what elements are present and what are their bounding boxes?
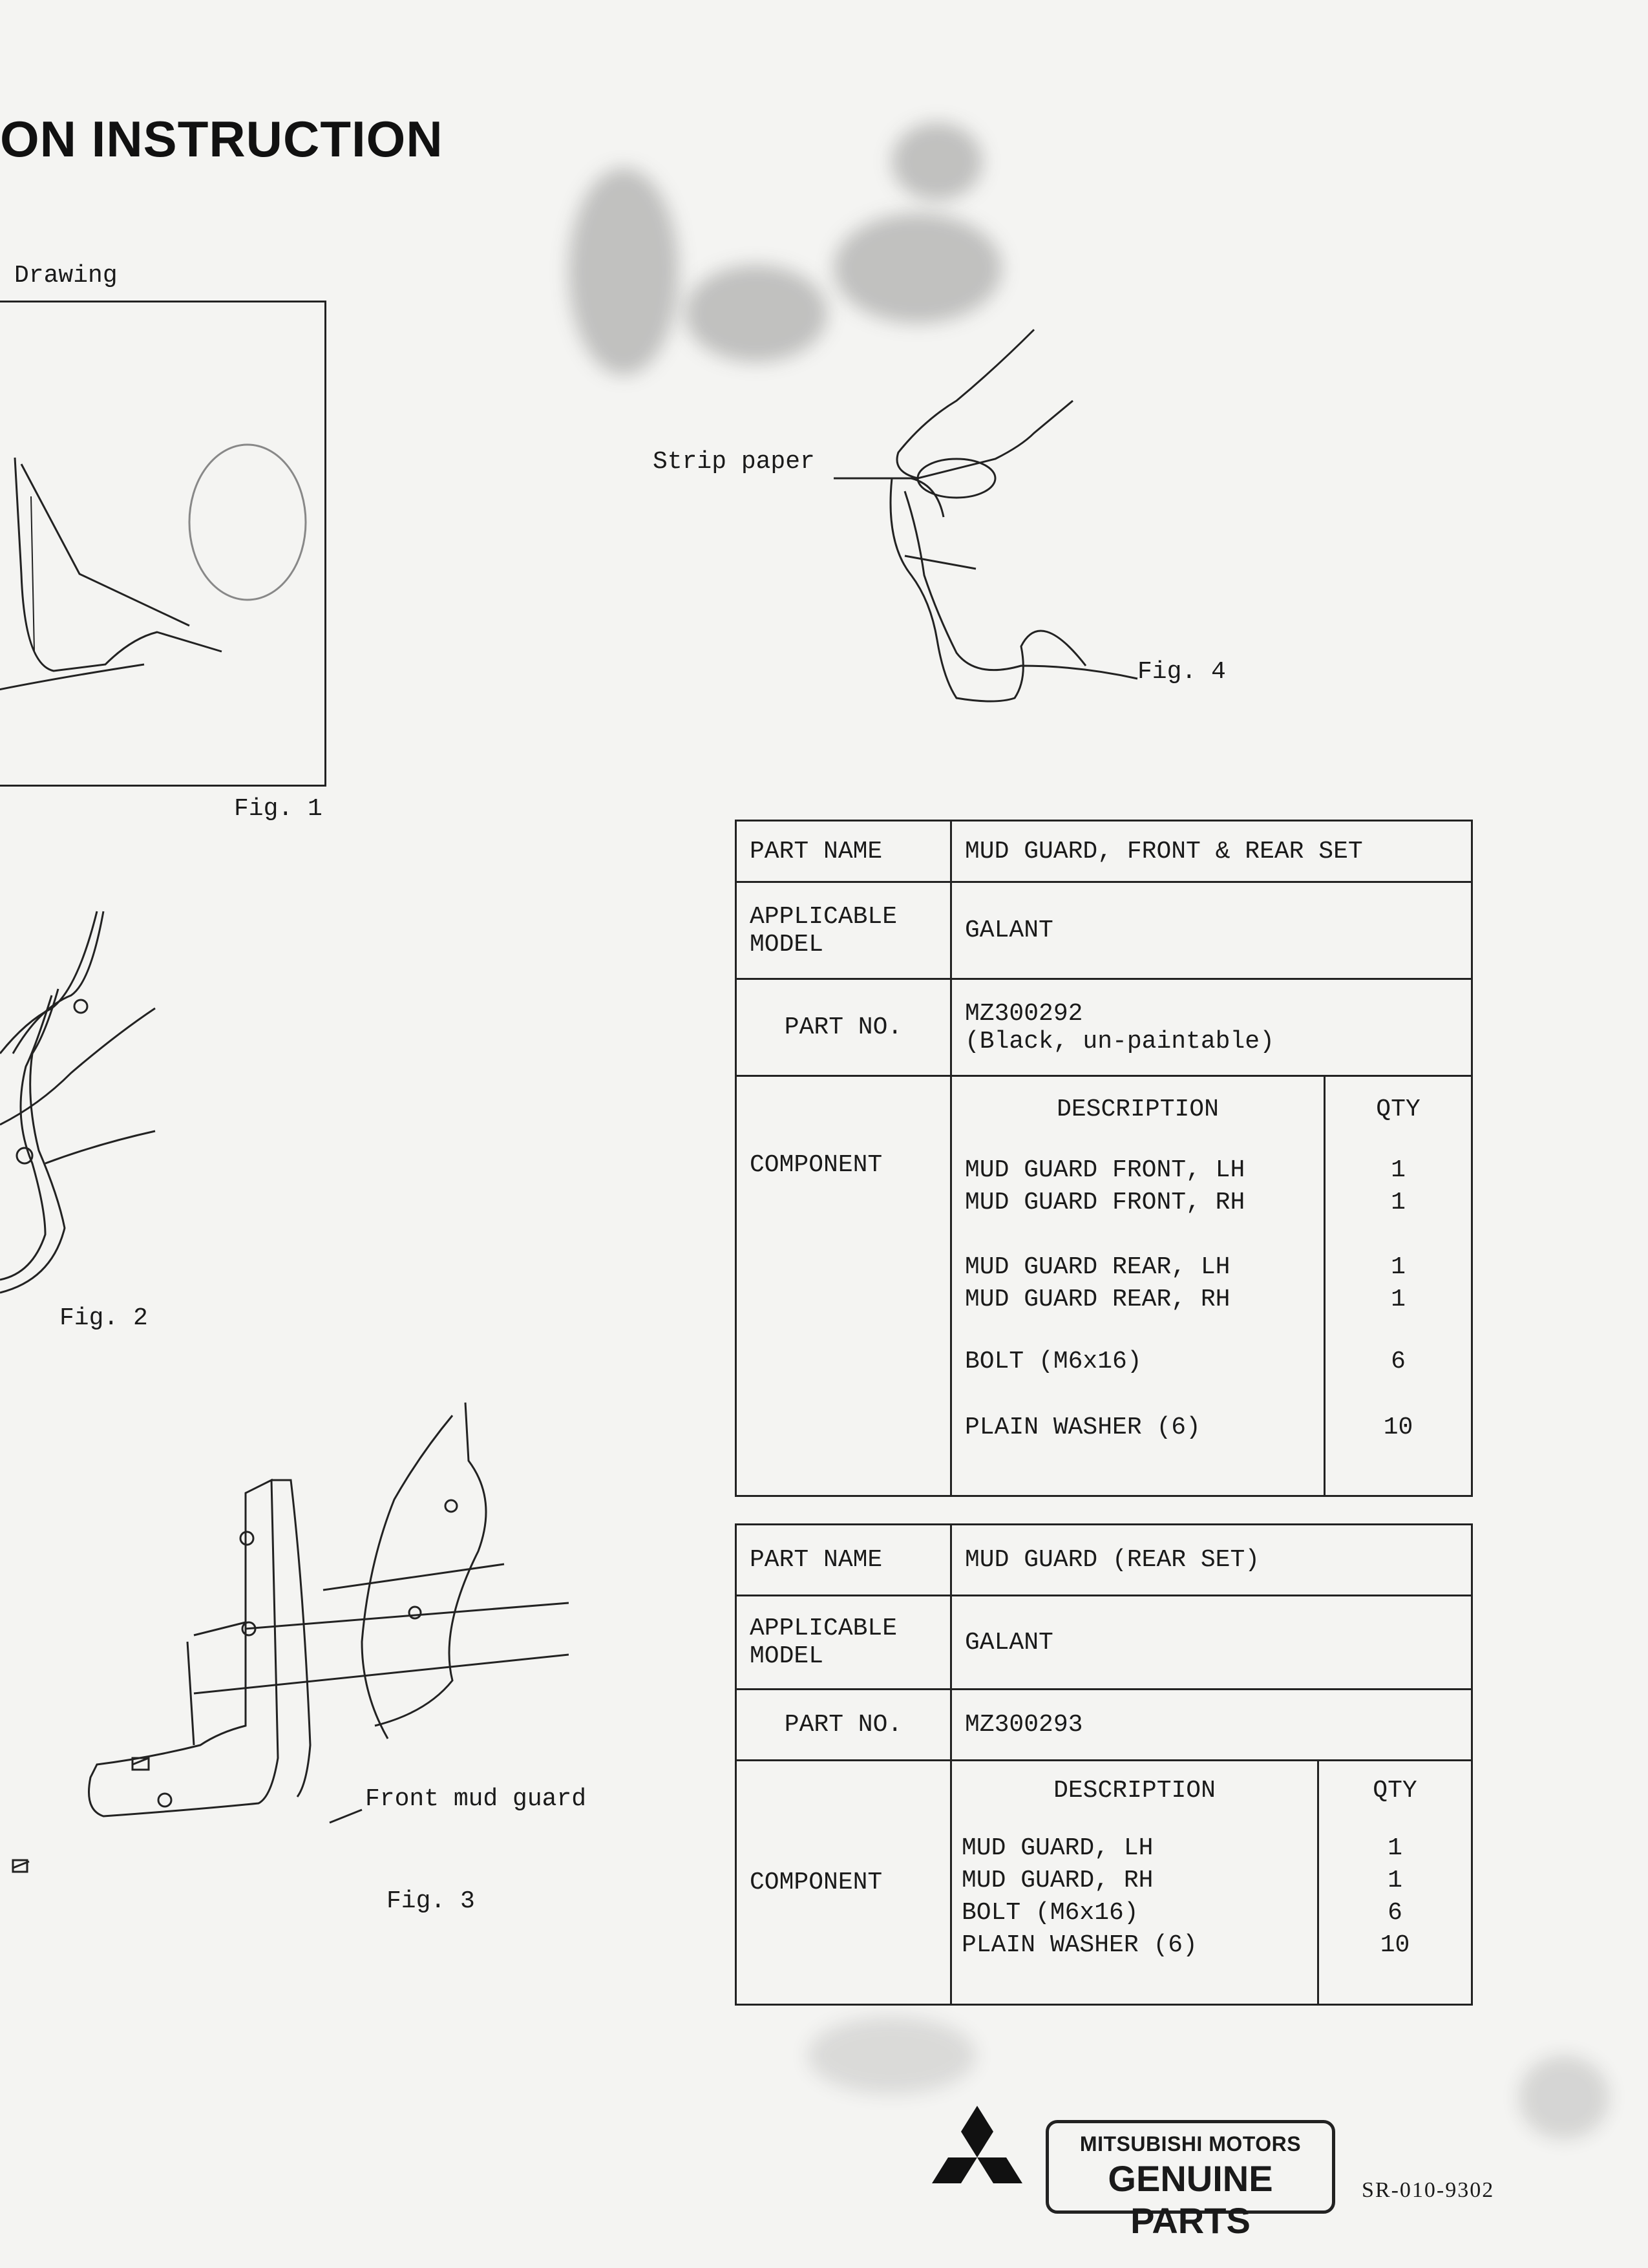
document-number: SR-010-9302: [1362, 2178, 1495, 2202]
applicable-model-label-line1: APPLICABLE: [750, 1615, 898, 1642]
part-name-label: PART NAME: [736, 1525, 951, 1596]
component-desc: MUD GUARD FRONT, RH: [965, 1189, 1245, 1216]
component-desc: MUD GUARD, RH: [962, 1867, 1154, 1894]
component-desc: BOLT (M6x16): [965, 1348, 1142, 1375]
applicable-model-label-line2: MODEL: [750, 930, 824, 959]
applicable-model-label-line2: MODEL: [750, 1642, 824, 1670]
smudge: [569, 168, 679, 375]
strip-paper-callout: Strip paper: [653, 448, 815, 476]
component-label: COMPONENT: [736, 1761, 951, 2005]
component-desc: BOLT (M6x16): [962, 1899, 1139, 1927]
smudge: [892, 123, 982, 200]
qty-column: [1325, 1141, 1472, 1495]
component-desc: PLAIN WASHER (6): [965, 1414, 1201, 1441]
parts-table-front-rear-set: [735, 820, 1473, 1497]
component-qty: 6: [1391, 1348, 1406, 1375]
component-qty: 1: [1391, 1253, 1406, 1281]
part-no-value: [951, 979, 1472, 1076]
applicable-model-label-line1: APPLICABLE: [750, 902, 898, 931]
brand-main-text: GENUINE PARTS: [1108, 2158, 1273, 2241]
fig2-label: Fig. 2: [59, 1304, 148, 1332]
component-desc: MUD GUARD REAR, LH: [965, 1253, 1231, 1281]
applicable-model-value: GALANT: [951, 1596, 1472, 1690]
part-no-value: MZ300293: [951, 1690, 1472, 1761]
component-desc: PLAIN WASHER (6): [962, 1931, 1198, 1959]
component-qty: 1: [1391, 1286, 1406, 1313]
brand-top-text: MITSUBISHI MOTORS: [1079, 2132, 1302, 2156]
parts-table-rear-set: [735, 1523, 1473, 2006]
fig2-drawing: [0, 905, 168, 1306]
part-name-label: PART NAME: [736, 821, 951, 882]
page-title: ON INSTRUCTION: [0, 111, 443, 167]
component-qty: 6: [1388, 1899, 1402, 1927]
component-qty: 1: [1391, 1189, 1406, 1216]
component-list: [951, 1076, 1472, 1496]
component-list: [951, 1761, 1472, 2005]
fig1-drawing: [0, 302, 328, 789]
smudge: [834, 213, 1002, 323]
component-qty: 1: [1391, 1156, 1406, 1184]
smudge: [808, 2017, 976, 2094]
qty-header: QTY: [1373, 1776, 1417, 1805]
description-header: DESCRIPTION: [952, 1077, 1325, 1141]
part-no-label: PART NO.: [736, 979, 951, 1076]
fig4-label: Fig. 4: [1137, 658, 1226, 686]
description-column: [952, 1819, 1318, 2004]
fig1-label: Fig. 1: [234, 795, 322, 823]
component-qty: 10: [1380, 1931, 1410, 1959]
component-label: COMPONENT: [736, 1076, 951, 1496]
component-qty: 10: [1383, 1414, 1413, 1441]
component-table: [952, 1761, 1471, 2004]
component-desc: MUD GUARD, LH: [962, 1834, 1154, 1862]
component-qty: 1: [1388, 1834, 1402, 1862]
component-qty: 1: [1388, 1867, 1402, 1894]
fig1-frame: [0, 301, 326, 787]
fig3-drawing: [0, 1396, 569, 1913]
part-no-label: PART NO.: [736, 1690, 951, 1761]
applicable-model-value: GALANT: [951, 882, 1472, 979]
part-no-note: (Black, un-paintable): [965, 1027, 1274, 1055]
three-diamonds-icon: [925, 2106, 1029, 2209]
part-no-number: MZ300292: [965, 999, 1083, 1028]
component-desc: MUD GUARD FRONT, LH: [965, 1156, 1245, 1184]
fig3-label: Fig. 3: [386, 1887, 475, 1915]
part-name-value: MUD GUARD (REAR SET): [951, 1525, 1472, 1596]
smudge: [685, 265, 827, 362]
applicable-model-label: [736, 1596, 951, 1690]
drawing-label: Drawing: [14, 262, 118, 290]
description-header: DESCRIPTION: [952, 1761, 1318, 1819]
component-table: [952, 1077, 1471, 1495]
component-desc: MUD GUARD REAR, RH: [965, 1286, 1231, 1313]
qty-column: [1318, 1819, 1472, 2004]
part-name-value: MUD GUARD, FRONT & REAR SET: [951, 821, 1472, 882]
front-mud-guard-callout: Front mud guard: [365, 1785, 587, 1813]
genuine-parts-badge: [1046, 2120, 1335, 2241]
smudge: [1519, 2055, 1609, 2139]
description-column: [952, 1141, 1325, 1495]
applicable-model-label: [736, 882, 951, 979]
qty-header: QTY: [1376, 1095, 1421, 1123]
